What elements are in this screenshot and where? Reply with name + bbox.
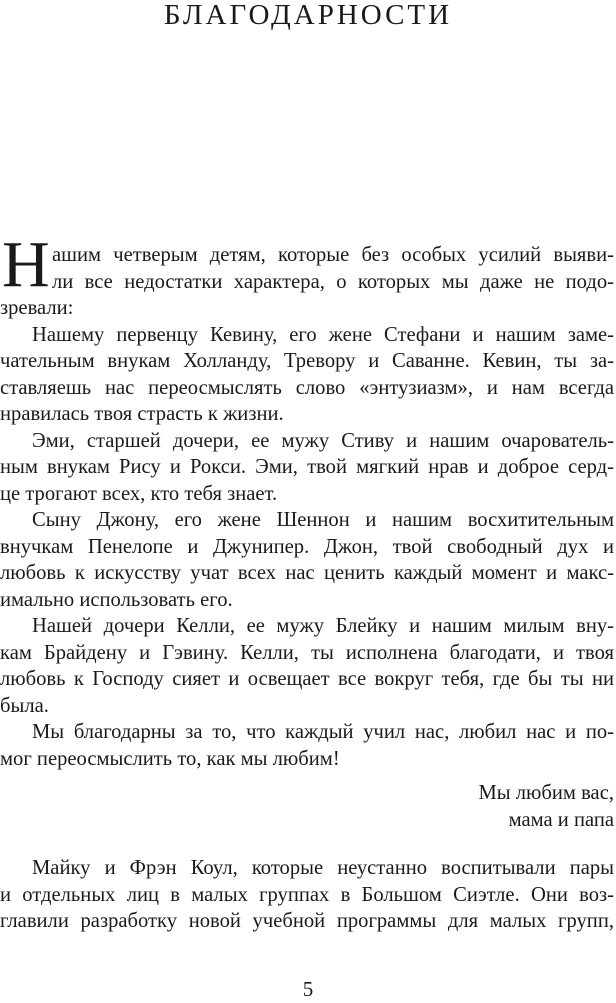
text-line: ным внукам Рису и Рокси. Эми, твой мягкий нрав и доброе серд- bbox=[0, 456, 614, 478]
text-line: це трогают всех, кто тебя знает. bbox=[0, 483, 278, 505]
text-line: кам Брайдену и Гэвину. Келли, ты исполнена благодати, и твоя bbox=[0, 642, 614, 664]
text-line: Нашему первенцу Кевину, его жене Стефани и нашим заме- bbox=[32, 324, 614, 346]
text-line: и отдельных лиц в малых группах в Большом Сиэтле. Они воз- bbox=[0, 884, 614, 906]
text-line: чательным внукам Холланду, Тревору и Саванне. Кевин, ты за- bbox=[0, 350, 614, 372]
text-line: ли все недостатки характера, о которых мы даже не подо- bbox=[52, 271, 614, 293]
text-line: внучкам Пенелопе и Джунипер. Джон, твой свободный дух и bbox=[0, 536, 614, 558]
signature-line: мама и папа bbox=[508, 809, 614, 831]
page-title: БЛАГОДАРНОСТИ bbox=[163, 0, 453, 31]
text-line: мог переосмыслить то, как мы любим! bbox=[0, 748, 340, 770]
page-number: 5 bbox=[302, 977, 314, 1001]
signature-line: Мы любим вас, bbox=[478, 782, 614, 804]
text-line: Эми, старшей дочери, ее мужу Стиву и нашим очарователь- bbox=[32, 430, 614, 452]
text-line: Нашей дочери Келли, ее мужу Блейку и нашим милым вну- bbox=[32, 615, 614, 637]
text-line: нравилась твоя страсть к жизни. bbox=[0, 403, 284, 425]
text-line: главили разработку новой учебной программы для малых групп, bbox=[0, 910, 614, 932]
text-line: зревали: bbox=[0, 297, 74, 319]
text-line: ашим четверым детям, которые без особых усилий выяви- bbox=[52, 244, 614, 266]
text-line: Майку и Фрэн Коул, которые неустанно воспитывали пары bbox=[32, 857, 614, 879]
text-line: была. bbox=[0, 695, 49, 717]
text-line: Сыну Джону, его жене Шеннон и нашим восхитительным bbox=[32, 509, 614, 531]
text-line: любовь к Господу сияет и освещает все вокруг тебя, где бы ты ни bbox=[0, 668, 614, 690]
text-line: ставляешь нас переосмыслять слово «энтузиазм», и нам всегда bbox=[0, 377, 614, 399]
drop-cap: Н bbox=[2, 228, 50, 301]
text-line: Мы благодарны за то, что каждый учил нас, любил нас и по- bbox=[32, 721, 614, 743]
text-line: любовь к искусству учат всех нас ценить каждый момент и макс- bbox=[0, 562, 614, 584]
text-line: имально использовать его. bbox=[0, 589, 233, 611]
